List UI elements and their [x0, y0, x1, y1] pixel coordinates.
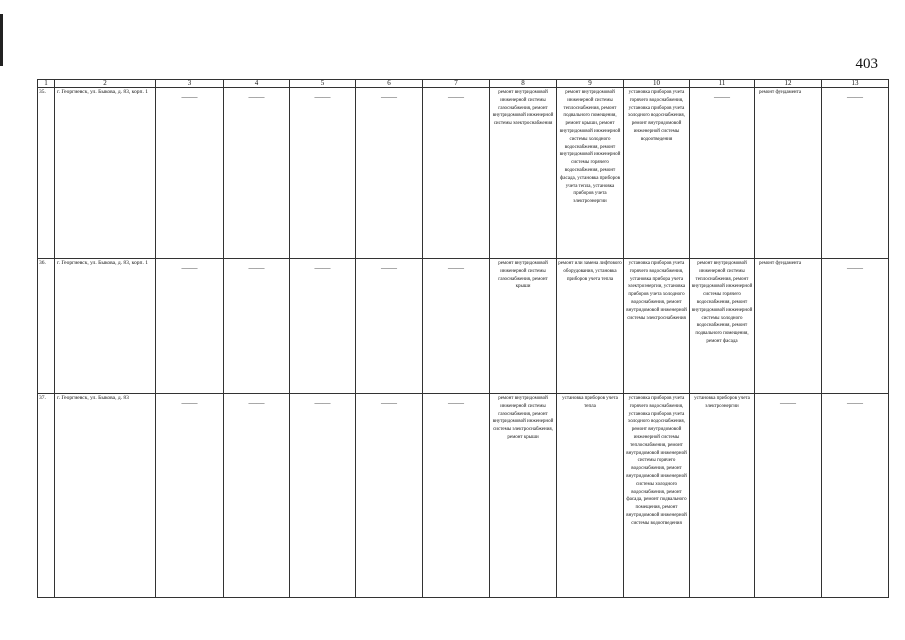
- column-number-row: [38, 80, 889, 88]
- column-header: 13: [822, 80, 889, 88]
- work-type-cell: ремонт внутридомовой инженерной системы газоснабжения, ремонт крыши: [490, 259, 557, 394]
- empty-dash-cell: ——: [156, 394, 224, 598]
- empty-dash-cell: ——: [356, 259, 423, 394]
- page-number: 403: [855, 56, 878, 72]
- row-number: 36.: [38, 259, 55, 394]
- repair-schedule-table: [37, 79, 889, 598]
- empty-dash-cell: ——: [690, 88, 755, 259]
- work-type-cell: ремонт внутридомовой инженерной системы газоснабжения, ремонт внутридомовой инженерной системы электроснабжения: [490, 88, 557, 259]
- column-header: 5: [290, 80, 356, 88]
- address-cell: г. Георгиевск, ул. Быкова, д. 83: [55, 394, 156, 598]
- work-type-cell: ремонт или замена лифтового оборудования, установка приборов учета тепла: [557, 259, 624, 394]
- work-type-cell: ремонт внутридомовой инженерной системы газоснабжения, ремонт внутридомовой инженерной системы электроснабжения, ремонт крыши: [490, 394, 557, 598]
- empty-dash-cell: ——: [822, 88, 889, 259]
- address-cell: г. Георгиевск, ул. Быкова, д. 83, корп. 1: [55, 259, 156, 394]
- work-type-cell: ремонт внутридомовой инженерной системы теплоснабжения, ремонт подвального помещения, ремонт крыши, ремонт внутридомовой инженерной системы холодного водоснабжения, ремонт внутридомовой инженерной системы горячего водоснабжения, ремонт фасада, установка приборов учета тепла, установка приборов учета электроэнергии: [557, 88, 624, 259]
- empty-dash-cell: ——: [224, 88, 290, 259]
- column-header: 3: [156, 80, 224, 88]
- empty-dash-cell: ——: [290, 88, 356, 259]
- empty-dash-cell: ——: [156, 88, 224, 259]
- empty-dash-cell: ——: [755, 394, 822, 598]
- work-type-cell: ремонт внутридомовой инженерной системы теплоснабжения, ремонт внутридомовой инженерной системы горячего водоснабжения, ремонт внутридомовой инженерной системы холодного водоснабжения, ремонт подвального помещения, ремонт фасада: [690, 259, 755, 394]
- empty-dash-cell: ——: [822, 259, 889, 394]
- row-number: 37.: [38, 394, 55, 598]
- empty-dash-cell: ——: [423, 259, 490, 394]
- column-header: 9: [557, 80, 624, 88]
- binding-edge-line: [0, 14, 3, 66]
- table-row: [38, 259, 889, 394]
- work-type-cell: установка приборов учета тепла: [557, 394, 624, 598]
- column-header: 10: [624, 80, 690, 88]
- column-header: 4: [224, 80, 290, 88]
- empty-dash-cell: ——: [356, 88, 423, 259]
- empty-dash-cell: ——: [356, 394, 423, 598]
- table-row: [38, 88, 889, 259]
- table-row: [38, 394, 889, 598]
- empty-dash-cell: ——: [224, 394, 290, 598]
- empty-dash-cell: ——: [423, 88, 490, 259]
- work-type-cell: установка приборов учета горячего водоснабжения, установка приборов учета холодного водоснабжения, ремонт внутридомовой инженерной системы теплоснабжения, ремонт внутридомовой инженерной системы горячего водоснабжения, ремонт внутридомовой инженерной системы холодного водоснабжения, ремонт фасада, ремонт подвального помещения, ремонт внутридомовой инженерной системы водоотведения: [624, 394, 690, 598]
- empty-dash-cell: ——: [224, 259, 290, 394]
- column-header: 12: [755, 80, 822, 88]
- column-header: 6: [356, 80, 423, 88]
- address-cell: г. Георгиевск, ул. Быкова, д. 83, корп. 1: [55, 88, 156, 259]
- column-header: 1: [38, 80, 55, 88]
- work-type-cell: установка приборов учета электроэнергии: [690, 394, 755, 598]
- work-type-cell: ремонт фундамента: [755, 259, 822, 394]
- row-number: 35.: [38, 88, 55, 259]
- empty-dash-cell: ——: [156, 259, 224, 394]
- work-type-cell: установка приборов учета горячего водоснабжения, установка прибора учета электроэнергии, установка приборов учета холодного водоснабжения, ремонт внутридомовой инженерной системы электроснабжения: [624, 259, 690, 394]
- column-header: 7: [423, 80, 490, 88]
- work-type-cell: установка приборов учета горячего водоснабжения, установка приборов учета холодного водоснабжения, ремонт внутридомовой инженерной системы водоотведения: [624, 88, 690, 259]
- empty-dash-cell: ——: [290, 394, 356, 598]
- empty-dash-cell: ——: [822, 394, 889, 598]
- column-header: 8: [490, 80, 557, 88]
- column-header: 11: [690, 80, 755, 88]
- empty-dash-cell: ——: [290, 259, 356, 394]
- work-type-cell: ремонт фундамента: [755, 88, 822, 259]
- column-header: 2: [55, 80, 156, 88]
- empty-dash-cell: ——: [423, 394, 490, 598]
